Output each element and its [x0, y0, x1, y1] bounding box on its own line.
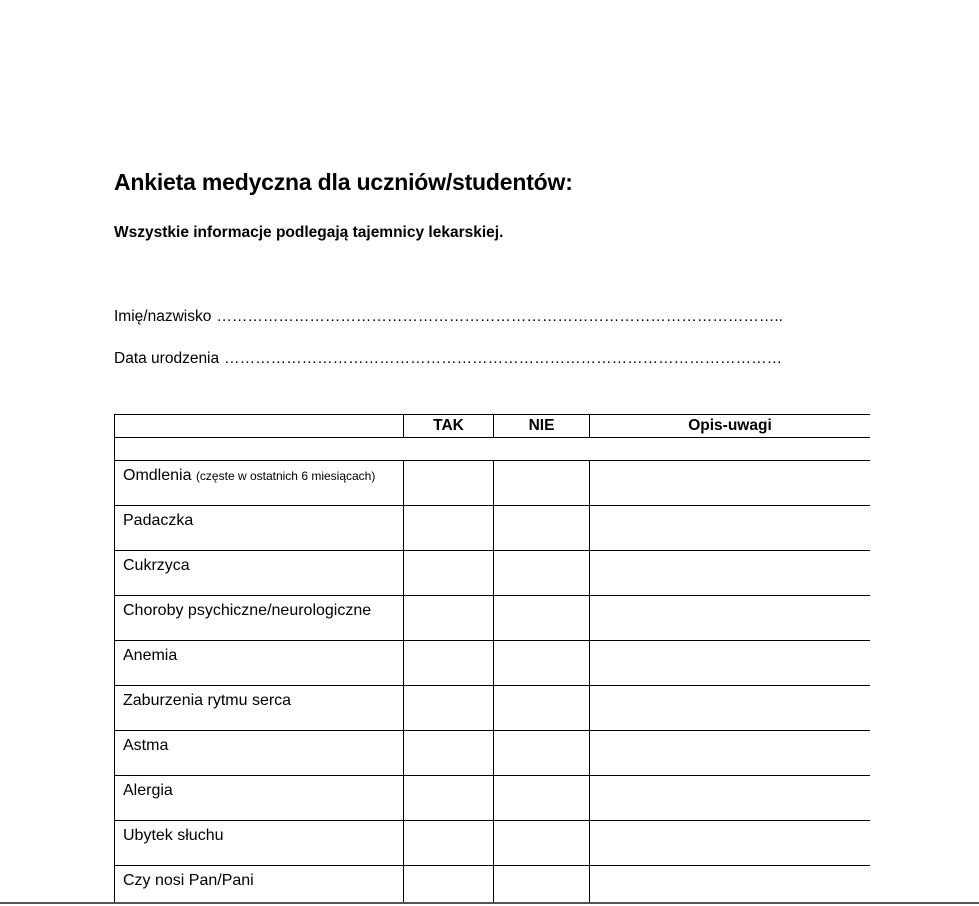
birthdate-field-label: Data urodzenia [114, 350, 220, 367]
no-cell[interactable] [494, 596, 590, 641]
table-header-row [115, 415, 871, 438]
no-cell[interactable] [494, 731, 590, 776]
notes-cell[interactable] [590, 641, 871, 686]
condition-label: Cukrzyca [123, 557, 190, 574]
header-notes: Opis-uwagi [590, 415, 871, 438]
condition-label: Choroby psychiczne/neurologiczne [123, 602, 372, 619]
document-title: Ankieta medyczna dla uczniów/studentów: [114, 169, 573, 195]
yes-cell[interactable] [404, 551, 494, 596]
notes-cell[interactable] [590, 551, 871, 596]
condition-label: Anemia [123, 647, 178, 664]
condition-cell [115, 641, 404, 686]
table-row [115, 596, 871, 641]
condition-cell [115, 776, 404, 821]
condition-label: Czy nosi Pan/Pani [123, 872, 254, 889]
condition-cell [115, 686, 404, 731]
no-cell[interactable] [494, 866, 590, 905]
condition-cell [115, 821, 404, 866]
name-field-label: Imię/nazwisko [114, 308, 212, 325]
condition-cell [115, 596, 404, 641]
condition-label: Zaburzenia rytmu serca [123, 692, 292, 709]
no-cell[interactable] [494, 506, 590, 551]
table-row [115, 821, 871, 866]
header-no: NIE [494, 415, 590, 438]
header-yes: TAK [404, 415, 494, 438]
condition-label: Ubytek słuchu [123, 827, 224, 844]
name-field [114, 308, 783, 326]
table-row [115, 461, 871, 506]
no-cell[interactable] [494, 686, 590, 731]
no-cell[interactable] [494, 461, 590, 506]
table-row [115, 506, 871, 551]
condition-label: Padaczka [123, 512, 194, 529]
no-cell[interactable] [494, 821, 590, 866]
notes-cell[interactable] [590, 461, 871, 506]
condition-cell [115, 461, 404, 506]
yes-cell[interactable] [404, 866, 494, 905]
table-row [115, 731, 871, 776]
notes-cell[interactable] [590, 596, 871, 641]
no-cell[interactable] [494, 776, 590, 821]
viewport-bottom-edge [0, 902, 979, 904]
condition-label: Astma [123, 737, 169, 754]
table-row [115, 551, 871, 596]
birthdate-field-line: ……………………………………………………………………………………………… [224, 350, 783, 367]
yes-cell[interactable] [404, 506, 494, 551]
notes-cell[interactable] [590, 776, 871, 821]
birthdate-field [114, 350, 782, 368]
table-spacer-row [115, 438, 871, 461]
table-row [115, 776, 871, 821]
confidentiality-note: Wszystkie informacje podlegają tajemnicy lekarskiej. [114, 224, 504, 241]
yes-cell[interactable] [404, 596, 494, 641]
condition-cell [115, 506, 404, 551]
no-cell[interactable] [494, 641, 590, 686]
yes-cell[interactable] [404, 821, 494, 866]
condition-label: Alergia [123, 782, 173, 799]
yes-cell[interactable] [404, 776, 494, 821]
spacer-cell [115, 438, 871, 461]
name-field-line: ……………………………………………………………………………………………….. [216, 308, 783, 325]
yes-cell[interactable] [404, 461, 494, 506]
medical-table-container [114, 414, 870, 904]
yes-cell[interactable] [404, 731, 494, 776]
condition-cell [115, 866, 404, 905]
condition-label: Omdlenia [123, 467, 192, 484]
medical-table [114, 414, 870, 904]
table-row [115, 866, 871, 905]
notes-cell[interactable] [590, 866, 871, 905]
yes-cell[interactable] [404, 686, 494, 731]
condition-cell [115, 551, 404, 596]
header-condition [115, 415, 404, 438]
notes-cell[interactable] [590, 821, 871, 866]
table-row [115, 641, 871, 686]
table-row [115, 686, 871, 731]
condition-note: (częste w ostatnich 6 miesiącach) [195, 469, 376, 483]
notes-cell[interactable] [590, 686, 871, 731]
yes-cell[interactable] [404, 641, 494, 686]
condition-cell [115, 731, 404, 776]
no-cell[interactable] [494, 551, 590, 596]
notes-cell[interactable] [590, 731, 871, 776]
notes-cell[interactable] [590, 506, 871, 551]
